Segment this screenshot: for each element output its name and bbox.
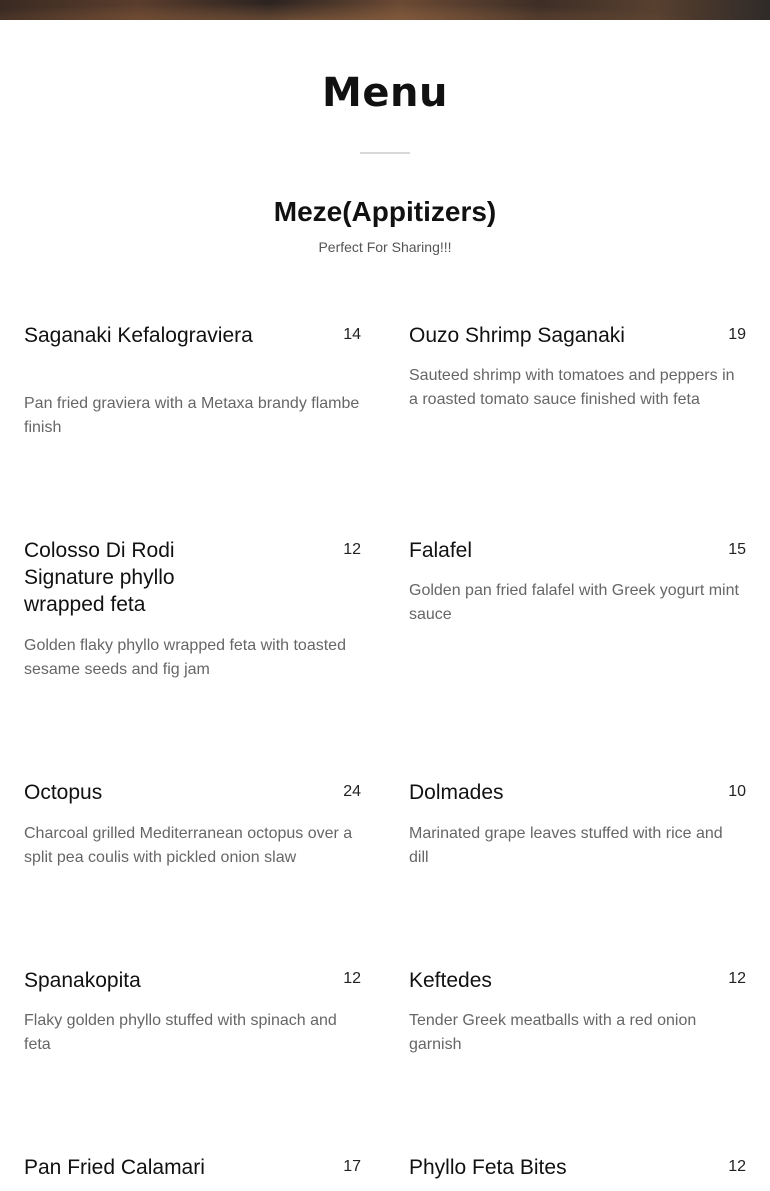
menu-item-price: 19 [728, 326, 746, 343]
menu-item-description: Golden flaky phyllo wrapped feta with toasted sesame seeds and fig jam [24, 637, 346, 678]
menu-item-price: 12 [343, 541, 361, 558]
menu-item-price: 12 [728, 1158, 746, 1175]
menu-item-price: 15 [728, 541, 746, 558]
menu-item-price: 12 [343, 970, 361, 987]
menu-item-price: 10 [728, 783, 746, 800]
menu-item-price: 17 [343, 1158, 361, 1175]
menu-item-description: Pan fried graviera with a Metaxa brandy flambe finish [24, 395, 360, 436]
menu-item-name: Keftedes [409, 969, 492, 992]
section-title: Meze(Appitizers) [273, 196, 497, 227]
menu-item-name: Octopus [24, 781, 103, 804]
menu-item-description: Sauteed shrimp with tomatoes and peppers in a roasted tomato sauce finished with feta [409, 367, 735, 408]
menu-item-description: Flaky golden phyllo stuffed with spinach and feta [24, 1012, 337, 1053]
menu-item-description: Marinated grape leaves stuffed with rice and dill [409, 825, 723, 866]
menu-item-name: Colosso Di Rodi Signature phyllo wrapped feta [24, 539, 175, 616]
menu-item-name: Ouzo Shrimp Saganaki [409, 324, 625, 347]
menu-item-name: Spanakopita [24, 969, 141, 992]
menu-item-name: Pan Fried Calamari [24, 1156, 205, 1179]
menu-item-description: Golden pan fried falafel with Greek yogurt mint sauce [409, 582, 739, 623]
menu-item-name: Phyllo Feta Bites [409, 1156, 567, 1179]
menu-item-price: 24 [343, 783, 361, 800]
menu-item-price: 14 [343, 326, 361, 343]
menu-item-description: Charcoal grilled Mediterranean octopus over a split pea coulis with pickled onion slaw [24, 825, 353, 866]
menu-item-name: Dolmades [409, 781, 504, 804]
menu-item-name: Saganaki Kefalograviera [24, 324, 253, 347]
menu-item-description: Tender Greek meatballs with a red onion garnish [409, 1012, 697, 1053]
menu-item-name: Falafel [409, 539, 473, 562]
menu-item-price: 12 [728, 970, 746, 987]
page-title: Menu [322, 70, 448, 116]
section-subtitle: Perfect For Sharing!!! [318, 239, 452, 255]
